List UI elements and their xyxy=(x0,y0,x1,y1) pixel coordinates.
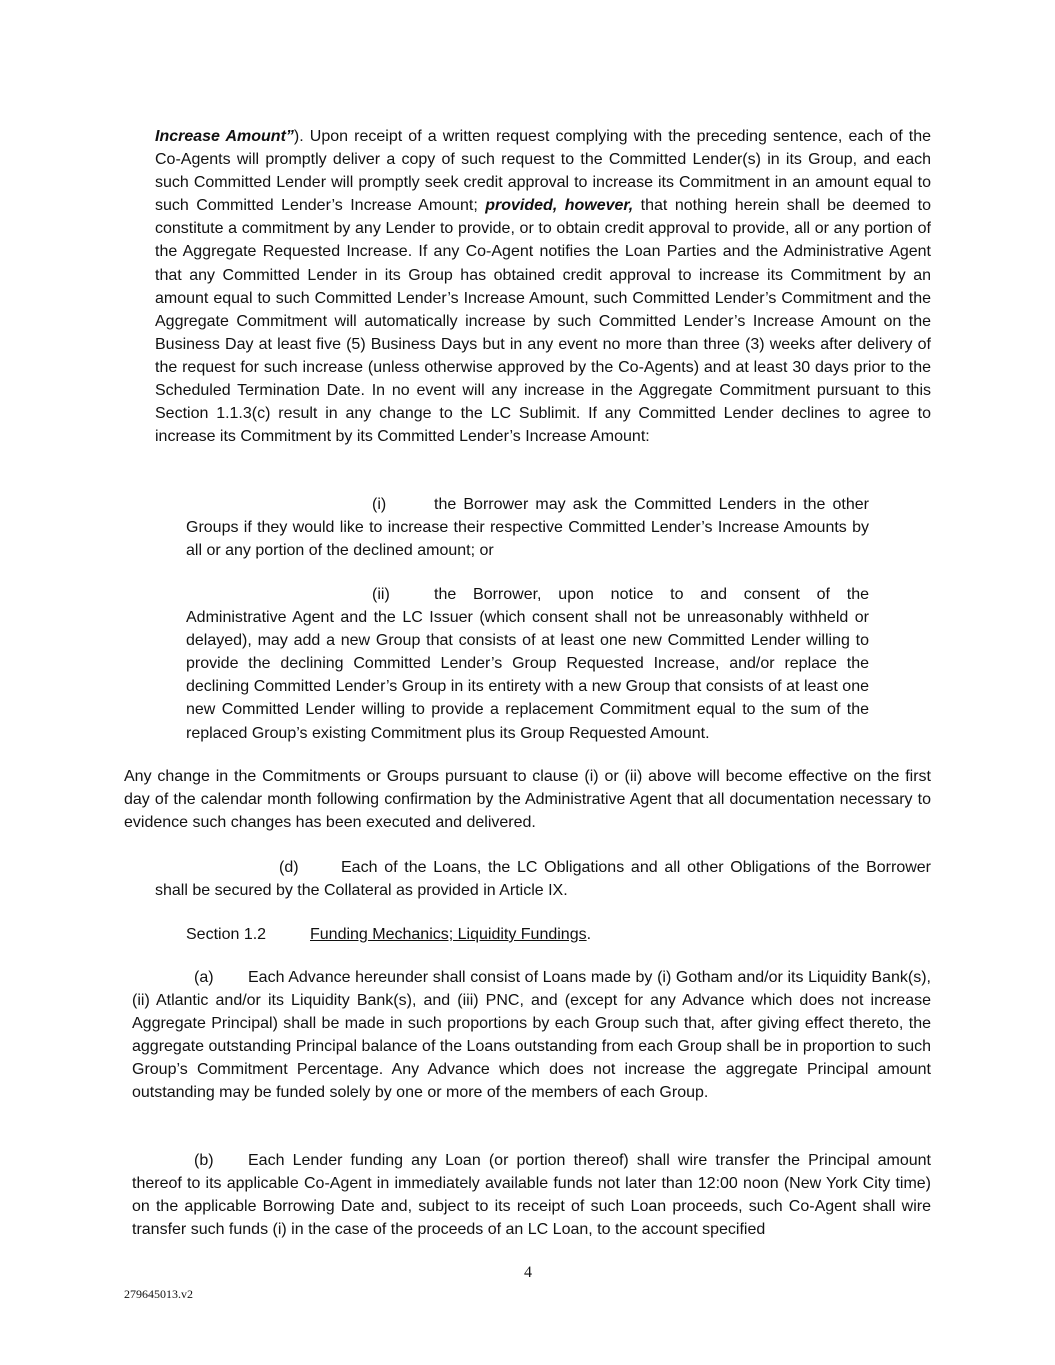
clause-text: the Borrower, upon notice to and consent of the Administrative Agent and the LC Issuer (which consent shall not be unreasonably withheld or delayed), may add a new Group that consists of at least one new Committed Lender willing to provide the declining Committed Lender’s Group Requested Increase, and/or replace the declining Committed Lender’s Group in its entirety with a new Group that consists of at least one new Committed Lender willing to provide a replacement Commitment equal to the sum of the replaced Group’s existing Commitment plus its Group Requested Amount. xyxy=(186,586,869,742)
paragraph-text: ). Upon receipt of a written request complying with the preceding sentence, each of the Co-Agents will promptly deliver a copy of such request to the Committed Lender(s) in its Group, and each such Committed Lender will promptly seek credit approval to increase its Commitment in an amount equal to such Committed Lender’s Increase Amount; xyxy=(155,128,932,215)
clause-label: (b) xyxy=(194,1152,214,1169)
clause-label: (d) xyxy=(279,859,299,876)
clause-label: (i) xyxy=(372,496,387,513)
increase-amount-paragraph xyxy=(155,125,931,448)
clause-text: Each Advance hereunder shall consist of Loans made by (i) Gotham and/or its Liquidity Bank(s), (ii) Atlantic and/or its Liquidity Bank(s), and (iii) PNC, and (except for any Advance which does not increase Aggregate Principal) shall be made in such proportions by each Group such that, after giving effect thereto, the aggregate outstanding Principal balance of the Loans outstanding from each Group shall be in proportion to such Group’s Commitment Percentage. Any Advance which does not increase the aggregate Principal amount outstanding may be funded solely by one or more of the members of each Group. xyxy=(132,969,931,1102)
clause-label: (a) xyxy=(194,969,214,986)
document-id: 279645013.v2 xyxy=(124,1287,193,1301)
clause-b-paragraph xyxy=(132,1149,931,1241)
change-effective-paragraph xyxy=(124,765,931,834)
clause-text: the Borrower may ask the Committed Lenders in the other Groups if they would like to increase their respective Committed Lender’s Increase Amounts by all or any portion of the declined amount; or xyxy=(186,496,869,560)
section-title-period: . xyxy=(586,926,592,943)
section-number: Section 1.2 xyxy=(186,926,267,943)
clause-ii-paragraph xyxy=(186,583,869,745)
paragraph-text: Any change in the Commitments or Groups pursuant to clause (i) or (ii) above will become effective on the first day of the calendar month following confirmation by the Administrative Agent that all documentation necessary to evidence such changes has been executed and delivered. xyxy=(124,768,931,832)
clause-text: Each of the Loans, the LC Obligations and all other Obligations of the Borrower shall be secured by the Collateral as provided in Article IX. xyxy=(155,859,931,900)
paragraph-text: that nothing herein shall be deemed to constitute a commitment by any Lender to provide, or to obtain credit approval to provide, all or any portion of the Aggregate Requested Increase. If any Co-Agent notifies the Loan Parties and the Administrative Agent that any Committed Lender in its Group has obtained credit approval to increase its Commitment by an amount equal to such Committed Lender’s Increase Amount, such Committed Lender’s Commitment and the Aggregate Commitment will automatically increase by such Committed Lender’s Increase Amount on the Business Day at least five (5) Business Days but in any event no more than three (3) weeks after delivery of the request for such increase (unless otherwise approved by the Co-Agents) and at least 30 days prior to the Scheduled Termination Date. In no event will any increase in the Aggregate Commitment pursuant to this Section 1.1.3(c) result in any change to the LC Sublimit. If any Committed Lender declines to agree to increase its Commitment by its Committed Lender’s Increase Amount: xyxy=(155,197,932,446)
clause-text: Each Lender funding any Loan (or portion thereof) shall wire transfer the Principal amount thereof to its applicable Co-Agent in immediately available funds not later than 12:00 noon (New York City time) on the applicable Borrowing Date and, subject to its receipt of such Loan proceeds, such Co-Agent shall wire transfer such funds (i) in the case of the proceeds of an LC Loan, to the account specified xyxy=(132,1152,931,1239)
page-number: 4 xyxy=(524,1264,532,1281)
section-title: Funding Mechanics; Liquidity Fundings xyxy=(310,926,587,943)
proviso-emphasis: provided, however, xyxy=(485,197,634,215)
defined-term: Increase Amount” xyxy=(155,128,294,145)
section-heading xyxy=(186,923,686,946)
clause-label: (ii) xyxy=(372,586,390,603)
clause-a-paragraph xyxy=(132,966,931,1105)
clause-d-paragraph xyxy=(155,856,931,902)
clause-i-paragraph xyxy=(186,493,869,562)
